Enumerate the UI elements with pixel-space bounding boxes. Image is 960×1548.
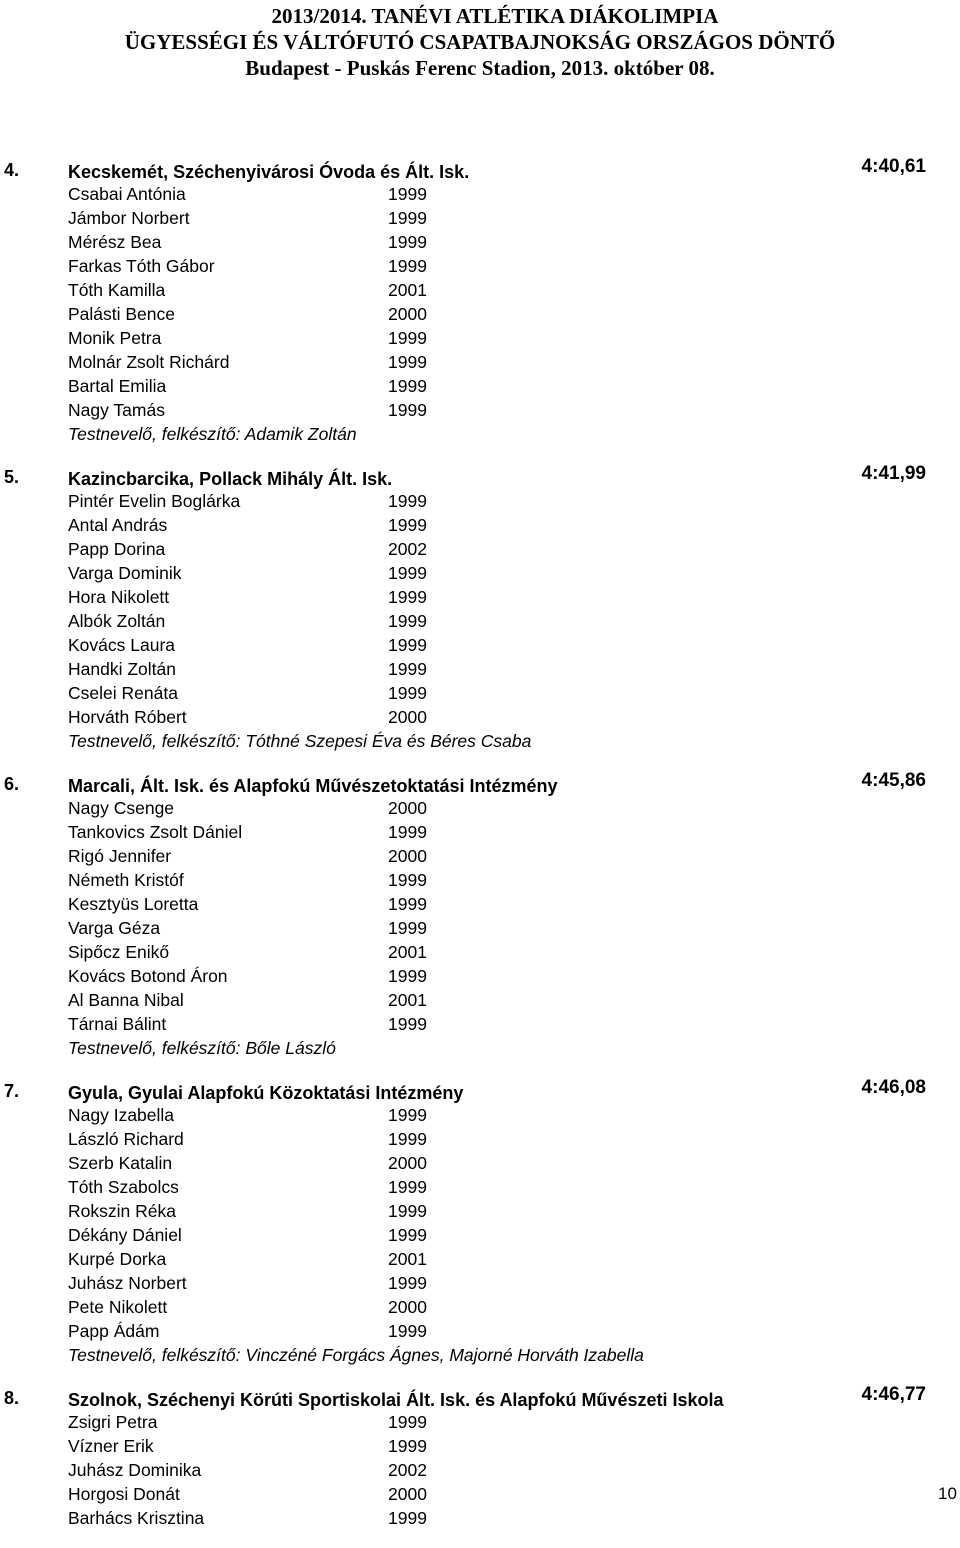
member-birth-year: 1999	[388, 563, 427, 583]
member-name: Papp Dorina	[68, 539, 166, 559]
member-birth-year: 2000	[388, 707, 427, 727]
member-row	[0, 489, 960, 513]
member-name: Nagy Csenge	[68, 798, 175, 818]
member-row	[0, 1012, 960, 1036]
member-birth-year: 1999	[388, 184, 427, 204]
member-name: Pete Nikolett	[68, 1297, 168, 1317]
member-birth-year: 1999	[388, 491, 427, 511]
team-name: Kazincbarcika, Pollack Mihály Ált. Isk.	[68, 469, 393, 489]
member-name: Zsigri Petra	[68, 1412, 158, 1432]
member-name: Papp Ádám	[68, 1321, 160, 1341]
member-row	[0, 302, 960, 326]
member-row	[0, 254, 960, 278]
member-name: Antal András	[68, 515, 168, 535]
team-header	[0, 463, 960, 489]
member-birth-year: 1999	[388, 1436, 427, 1456]
member-birth-year: 1999	[388, 1412, 427, 1432]
team-time: 4:46,08	[861, 1077, 926, 1098]
header-title: 2013/2014. TANÉVI ATLÉTIKA DIÁKOLIMPIA	[271, 4, 719, 28]
member-row	[0, 1410, 960, 1434]
member-birth-year: 2001	[388, 1249, 427, 1269]
member-name: Juhász Dominika	[68, 1460, 202, 1480]
member-name: Kovács Laura	[68, 635, 176, 655]
team-header	[0, 156, 960, 182]
member-row	[0, 230, 960, 254]
member-row	[0, 326, 960, 350]
member-row	[0, 350, 960, 374]
member-name: Tóth Kamilla	[68, 280, 166, 300]
team-section	[0, 463, 960, 770]
header-subtitle: ÜGYESSÉGI ÉS VÁLTÓFUTÓ CSAPATBAJNOKSÁG ORSZÁGOS DÖNTŐ	[124, 30, 836, 54]
team-section	[0, 1384, 960, 1530]
member-row	[0, 1199, 960, 1223]
section-gap	[0, 1060, 960, 1077]
coach-text: Testnevelő, felkészítő: Tóthné Szepesi Éva és Béres Csaba	[68, 731, 532, 751]
team-rank: 5.	[4, 467, 20, 487]
member-row	[0, 940, 960, 964]
member-birth-year: 1999	[388, 1014, 427, 1034]
member-name: Németh Kristóf	[68, 870, 184, 890]
member-birth-year: 2000	[388, 1153, 427, 1173]
member-name: Nagy Izabella	[68, 1105, 175, 1125]
coach-text: Testnevelő, felkészítő: Adamik Zoltán	[68, 424, 357, 444]
member-birth-year: 1999	[388, 208, 427, 228]
member-name: Hora Nikolett	[68, 587, 170, 607]
member-birth-year: 1999	[388, 1225, 427, 1245]
member-row	[0, 1151, 960, 1175]
member-birth-year: 2002	[388, 539, 427, 559]
member-name: Csabai Antónia	[68, 184, 186, 204]
member-name: Kovács Botond Áron	[68, 966, 228, 986]
member-row	[0, 398, 960, 422]
member-row	[0, 1247, 960, 1271]
team-header	[0, 1384, 960, 1410]
member-name: Cselei Renáta	[68, 683, 178, 703]
member-name: Palásti Bence	[68, 304, 176, 324]
member-birth-year: 2001	[388, 280, 427, 300]
member-birth-year: 1999	[388, 611, 427, 631]
member-birth-year: 1999	[388, 256, 427, 276]
member-row	[0, 988, 960, 1012]
member-birth-year: 1999	[388, 894, 427, 914]
member-birth-year: 1999	[388, 1129, 427, 1149]
member-birth-year: 1999	[388, 352, 427, 372]
member-name: Tankovics Zsolt Dániel	[68, 822, 243, 842]
team-section	[0, 1077, 960, 1384]
section-gap	[0, 1367, 960, 1384]
member-row	[0, 537, 960, 561]
member-birth-year: 2002	[388, 1460, 427, 1480]
header-venue: Budapest - Puskás Ferenc Stadion, 2013. október 08.	[245, 56, 715, 80]
member-name: Al Banna Nibal	[68, 990, 184, 1010]
member-name: Tárnai Bálint	[68, 1014, 167, 1034]
section-gap	[0, 446, 960, 463]
team-name: Gyula, Gyulai Alapfokú Közoktatási Intézmény	[68, 1083, 464, 1103]
member-row	[0, 681, 960, 705]
member-name: Handki Zoltán	[68, 659, 176, 679]
team-time: 4:40,61	[861, 156, 926, 177]
coach-text: Testnevelő, felkészítő: Bőle László	[68, 1038, 336, 1058]
member-name: Varga Géza	[68, 918, 161, 938]
member-birth-year: 1999	[388, 587, 427, 607]
team-time: 4:45,86	[861, 770, 926, 791]
member-birth-year: 1999	[388, 1321, 427, 1341]
member-name: Jámbor Norbert	[68, 208, 190, 228]
member-birth-year: 1999	[388, 1105, 427, 1125]
member-row	[0, 609, 960, 633]
member-name: Juhász Norbert	[68, 1273, 187, 1293]
member-row	[0, 964, 960, 988]
member-name: Horgosi Donát	[68, 1484, 180, 1504]
member-birth-year: 2001	[388, 942, 427, 962]
member-name: Rokszin Réka	[68, 1201, 176, 1221]
team-rank: 7.	[4, 1081, 20, 1101]
member-row	[0, 1127, 960, 1151]
member-birth-year: 1999	[388, 376, 427, 396]
member-row	[0, 1482, 960, 1506]
member-name: Monik Petra	[68, 328, 162, 348]
member-name: Nagy Tamás	[68, 400, 165, 420]
member-row	[0, 705, 960, 729]
member-row	[0, 1434, 960, 1458]
member-birth-year: 1999	[388, 870, 427, 890]
member-row	[0, 374, 960, 398]
member-birth-year: 2000	[388, 1297, 427, 1317]
team-header	[0, 1077, 960, 1103]
team-rank: 8.	[4, 1388, 20, 1408]
member-birth-year: 2000	[388, 1484, 427, 1504]
member-row	[0, 1175, 960, 1199]
section-gap	[0, 753, 960, 770]
member-row	[0, 892, 960, 916]
member-birth-year: 2001	[388, 990, 427, 1010]
team-time: 4:41,99	[861, 463, 926, 484]
team-section	[0, 156, 960, 463]
member-row	[0, 1295, 960, 1319]
team-name: Marcali, Ált. Isk. és Alapfokú Művészetoktatási Intézmény	[68, 776, 558, 796]
member-birth-year: 1999	[388, 400, 427, 420]
member-name: Vízner Erik	[68, 1436, 154, 1456]
member-name: Bartal Emilia	[68, 376, 167, 396]
member-birth-year: 1999	[388, 966, 427, 986]
member-name: Farkas Tóth Gábor	[68, 256, 215, 276]
member-name: Sipőcz Enikő	[68, 942, 170, 962]
member-row	[0, 1271, 960, 1295]
team-time: 4:46,77	[861, 1384, 926, 1405]
team-rank: 4.	[4, 160, 20, 180]
member-birth-year: 1999	[388, 515, 427, 535]
member-name: Mérész Bea	[68, 232, 162, 252]
member-row	[0, 868, 960, 892]
coach-line	[0, 729, 960, 753]
team-header	[0, 770, 960, 796]
member-name: Dékány Dániel	[68, 1225, 182, 1245]
member-name: Kurpé Dorka	[68, 1249, 167, 1269]
member-birth-year: 1999	[388, 635, 427, 655]
member-row	[0, 633, 960, 657]
results-list	[0, 156, 960, 1530]
document-header	[0, 3, 960, 81]
member-birth-year: 2000	[388, 304, 427, 324]
coach-text: Testnevelő, felkészítő: Vinczéné Forgács Ágnes, Majorné Horváth Izabella	[68, 1345, 644, 1365]
member-name: Horváth Róbert	[68, 707, 187, 727]
member-name: Pintér Evelin Boglárka	[68, 491, 241, 511]
team-name: Kecskemét, Széchenyivárosi Óvoda és Ált. Isk.	[68, 162, 470, 182]
team-section	[0, 770, 960, 1077]
member-row	[0, 561, 960, 585]
member-birth-year: 2000	[388, 846, 427, 866]
member-birth-year: 1999	[388, 1273, 427, 1293]
member-name: Kesztyüs Loretta	[68, 894, 199, 914]
member-birth-year: 1999	[388, 1177, 427, 1197]
member-name: Rigó Jennifer	[68, 846, 172, 866]
member-name: Barhács Krisztina	[68, 1508, 205, 1528]
member-birth-year: 1999	[388, 1508, 427, 1528]
coach-line	[0, 1343, 960, 1367]
member-birth-year: 1999	[388, 659, 427, 679]
member-name: Tóth Szabolcs	[68, 1177, 179, 1197]
member-row	[0, 513, 960, 537]
member-name: László Richard	[68, 1129, 184, 1149]
member-row	[0, 916, 960, 940]
member-row	[0, 182, 960, 206]
member-row	[0, 278, 960, 302]
member-name: Szerb Katalin	[68, 1153, 173, 1173]
member-row	[0, 206, 960, 230]
member-birth-year: 1999	[388, 918, 427, 938]
coach-line	[0, 1036, 960, 1060]
coach-line	[0, 422, 960, 446]
member-row	[0, 657, 960, 681]
member-birth-year: 1999	[388, 1201, 427, 1221]
member-birth-year: 1999	[388, 328, 427, 348]
member-row	[0, 1458, 960, 1482]
member-row	[0, 1103, 960, 1127]
member-name: Molnár Zsolt Richárd	[68, 352, 230, 372]
member-birth-year: 1999	[388, 822, 427, 842]
member-birth-year: 1999	[388, 683, 427, 703]
team-name: Szolnok, Széchenyi Körúti Sportiskolai Ált. Isk. és Alapfokú Művészeti Iskola	[68, 1390, 724, 1410]
team-rank: 6.	[4, 774, 20, 794]
member-birth-year: 1999	[388, 232, 427, 252]
page-number: 10	[938, 1484, 957, 1503]
member-row	[0, 796, 960, 820]
member-name: Varga Dominik	[68, 563, 182, 583]
member-row	[0, 844, 960, 868]
member-row	[0, 1319, 960, 1343]
member-birth-year: 2000	[388, 798, 427, 818]
member-row	[0, 1223, 960, 1247]
member-row	[0, 585, 960, 609]
member-name: Albók Zoltán	[68, 611, 166, 631]
member-row	[0, 1506, 960, 1530]
member-row	[0, 820, 960, 844]
